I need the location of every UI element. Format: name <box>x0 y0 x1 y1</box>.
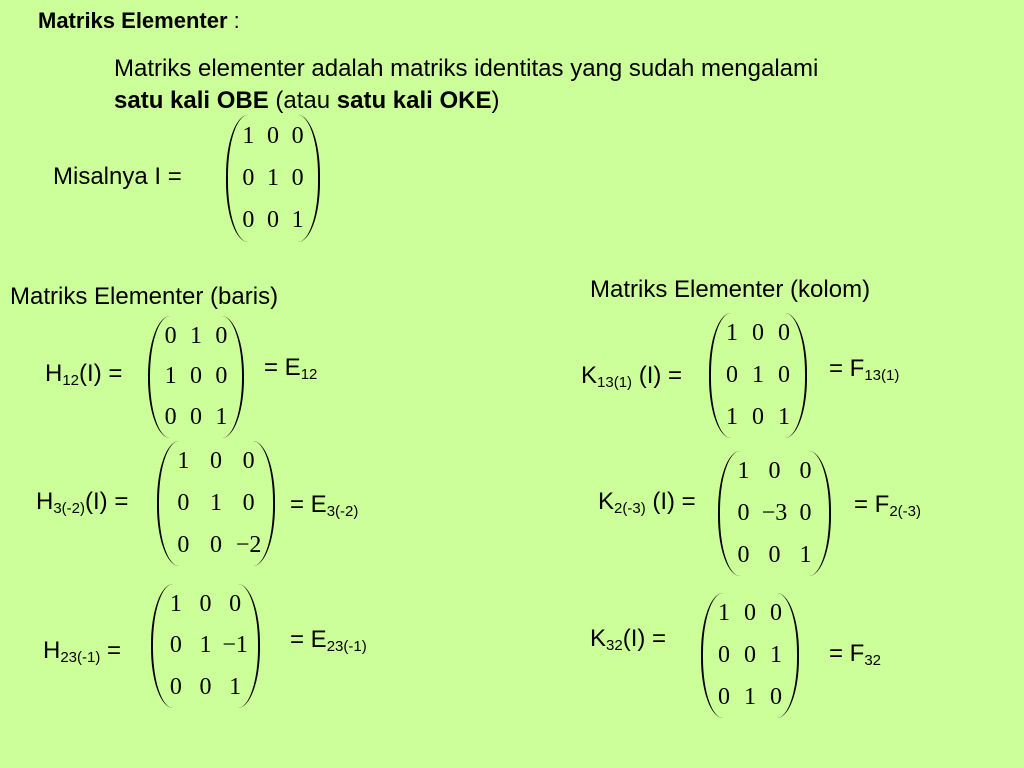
matrix-cell: 0 <box>266 122 279 149</box>
rhs-sub: 32 <box>864 652 882 669</box>
matrix-cell: 0 <box>215 322 228 349</box>
matrix-cell: 0 <box>242 207 255 234</box>
matrix-cell: 0 <box>164 322 177 349</box>
definition-mid: (atau <box>268 87 337 114</box>
matrix-cell: 0 <box>799 499 812 526</box>
lhs-sub: 13(1) <box>597 374 633 391</box>
matrix-grid <box>228 115 318 242</box>
matrix-cell: 1 <box>177 448 190 475</box>
matrix-cell: −2 <box>235 531 262 558</box>
rhs-main: = F <box>829 640 865 667</box>
matrix-cell: 1 <box>778 403 790 430</box>
lhs-sub: 12 <box>62 372 80 389</box>
matrix-cell: 0 <box>718 683 730 710</box>
matrix-cell: 0 <box>726 361 738 388</box>
matrix-grid <box>153 584 258 708</box>
matrix-cell: 0 <box>737 541 750 568</box>
lhs-main: K <box>598 488 615 515</box>
e12-label <box>264 354 317 382</box>
matrix-cell: −1 <box>222 632 248 659</box>
k2-3-label <box>598 488 696 516</box>
lhs-main: H <box>43 637 61 664</box>
matrix-cell: 0 <box>209 531 222 558</box>
rhs-sub: 13(1) <box>864 367 900 384</box>
matrix-cell: 1 <box>744 683 756 710</box>
matrix-cell: 0 <box>199 673 212 700</box>
definition-line-2 <box>114 87 500 115</box>
oke-text: satu kali OKE <box>336 87 492 114</box>
matrix-cell: 0 <box>189 404 202 431</box>
lhs-main: H <box>36 488 54 515</box>
matrix-cell: 1 <box>718 600 730 627</box>
rhs-sub: 12 <box>300 366 318 383</box>
lhs-main: H <box>45 360 63 387</box>
matrix-cell: −3 <box>761 499 788 526</box>
matrix-cell: 0 <box>189 363 202 390</box>
matrix-cell: 1 <box>164 363 177 390</box>
matrix-cell: 0 <box>291 122 304 149</box>
lhs-rest: (I) = <box>622 625 667 652</box>
rhs-main: = E <box>264 354 301 381</box>
matrix-cell: 0 <box>770 683 782 710</box>
matrix-grid <box>159 441 273 566</box>
rhs-sub: 2(-3) <box>889 503 922 520</box>
matrix-cell: 0 <box>169 632 182 659</box>
h3-2-matrix <box>157 441 275 566</box>
matrix-cell: 1 <box>726 403 738 430</box>
h23-1-label <box>43 637 121 665</box>
rhs-main: = F <box>829 355 865 382</box>
lhs-main: K <box>590 625 607 652</box>
matrix-cell: 0 <box>242 489 255 516</box>
lhs-rest: (I) = <box>85 488 129 515</box>
matrix-cell: 0 <box>242 164 255 191</box>
matrix-cell: 0 <box>768 541 781 568</box>
k13-label <box>581 362 682 390</box>
matrix-cell: 0 <box>744 600 756 627</box>
k13-matrix <box>709 313 807 438</box>
rhs-main: = E <box>290 626 327 653</box>
matrix-cell: 1 <box>291 207 304 234</box>
definition-end: ) <box>491 87 500 114</box>
lhs-rest: = <box>100 637 122 664</box>
h23-1-matrix <box>151 584 260 708</box>
matrix-cell: 1 <box>215 404 228 431</box>
e3-2-label <box>290 491 358 519</box>
matrix-grid <box>703 593 797 718</box>
f2-3-label <box>854 491 921 519</box>
lhs-sub: 3(-2) <box>53 500 86 517</box>
matrix-cell: 0 <box>778 361 790 388</box>
k2-3-matrix <box>718 451 831 576</box>
matrix-cell: 1 <box>229 673 242 700</box>
matrix-cell: 0 <box>169 673 182 700</box>
matrix-cell: 0 <box>768 458 781 485</box>
example-label: Misalnya I = <box>53 163 182 190</box>
matrix-cell: 0 <box>215 363 228 390</box>
f13-label <box>829 355 899 383</box>
h12-label <box>45 360 122 388</box>
identity-matrix <box>226 115 320 242</box>
matrix-cell: 1 <box>209 489 222 516</box>
lhs-rest: (I) = <box>632 362 683 389</box>
matrix-grid <box>711 313 805 438</box>
lhs-rest: (I) = <box>645 488 696 515</box>
matrix-cell: 1 <box>770 641 782 668</box>
matrix-cell: 0 <box>778 320 790 347</box>
page-title <box>38 8 240 34</box>
lhs-rest: (I) = <box>79 360 123 387</box>
matrix-cell: 0 <box>770 600 782 627</box>
h12-matrix <box>148 316 244 438</box>
matrix-cell: 0 <box>718 641 730 668</box>
lhs-sub: 32 <box>606 637 623 654</box>
matrix-cell: 0 <box>229 591 242 618</box>
k32-label <box>590 625 666 653</box>
matrix-cell: 1 <box>199 632 212 659</box>
matrix-cell: 0 <box>209 448 222 475</box>
rhs-sub: 23(-1) <box>326 638 367 655</box>
matrix-cell: 1 <box>189 322 202 349</box>
lhs-main: K <box>581 362 598 389</box>
matrix-cell: 1 <box>752 361 764 388</box>
matrix-cell: 0 <box>199 591 212 618</box>
h3-2-label <box>36 488 128 516</box>
title-text: Matriks Elementer <box>38 8 228 33</box>
k32-matrix <box>701 593 799 718</box>
lhs-sub: 23(-1) <box>60 649 101 666</box>
definition-line-1: Matriks elementer adalah matriks identitas yang sudah mengalami <box>114 55 819 82</box>
matrix-cell: 0 <box>737 499 750 526</box>
lhs-sub: 2(-3) <box>614 500 646 517</box>
matrix-cell: 0 <box>752 403 764 430</box>
matrix-cell: 0 <box>799 458 812 485</box>
matrix-cell: 0 <box>744 641 756 668</box>
e23-1-label <box>290 626 367 654</box>
matrix-cell: 0 <box>242 448 255 475</box>
matrix-cell: 0 <box>291 164 304 191</box>
rhs-main: = F <box>854 491 890 518</box>
rhs-main: = E <box>290 491 327 518</box>
matrix-cell: 1 <box>266 164 279 191</box>
section-title-baris: Matriks Elementer (baris) <box>10 283 279 310</box>
title-colon: : <box>227 8 240 33</box>
matrix-cell: 1 <box>726 320 738 347</box>
matrix-grid <box>150 316 242 438</box>
matrix-cell: 0 <box>266 207 279 234</box>
matrix-cell: 1 <box>169 591 182 618</box>
section-title-kolom: Matriks Elementer (kolom) <box>590 276 871 303</box>
f32-label <box>829 640 881 668</box>
matrix-cell: 1 <box>799 541 812 568</box>
matrix-cell: 0 <box>177 489 190 516</box>
rhs-sub: 3(-2) <box>326 503 359 520</box>
matrix-cell: 0 <box>164 404 177 431</box>
obe-text: satu kali OBE <box>114 87 269 114</box>
matrix-cell: 0 <box>752 320 764 347</box>
matrix-grid <box>720 451 829 576</box>
matrix-cell: 1 <box>242 122 255 149</box>
matrix-cell: 1 <box>737 458 750 485</box>
matrix-cell: 0 <box>177 531 190 558</box>
